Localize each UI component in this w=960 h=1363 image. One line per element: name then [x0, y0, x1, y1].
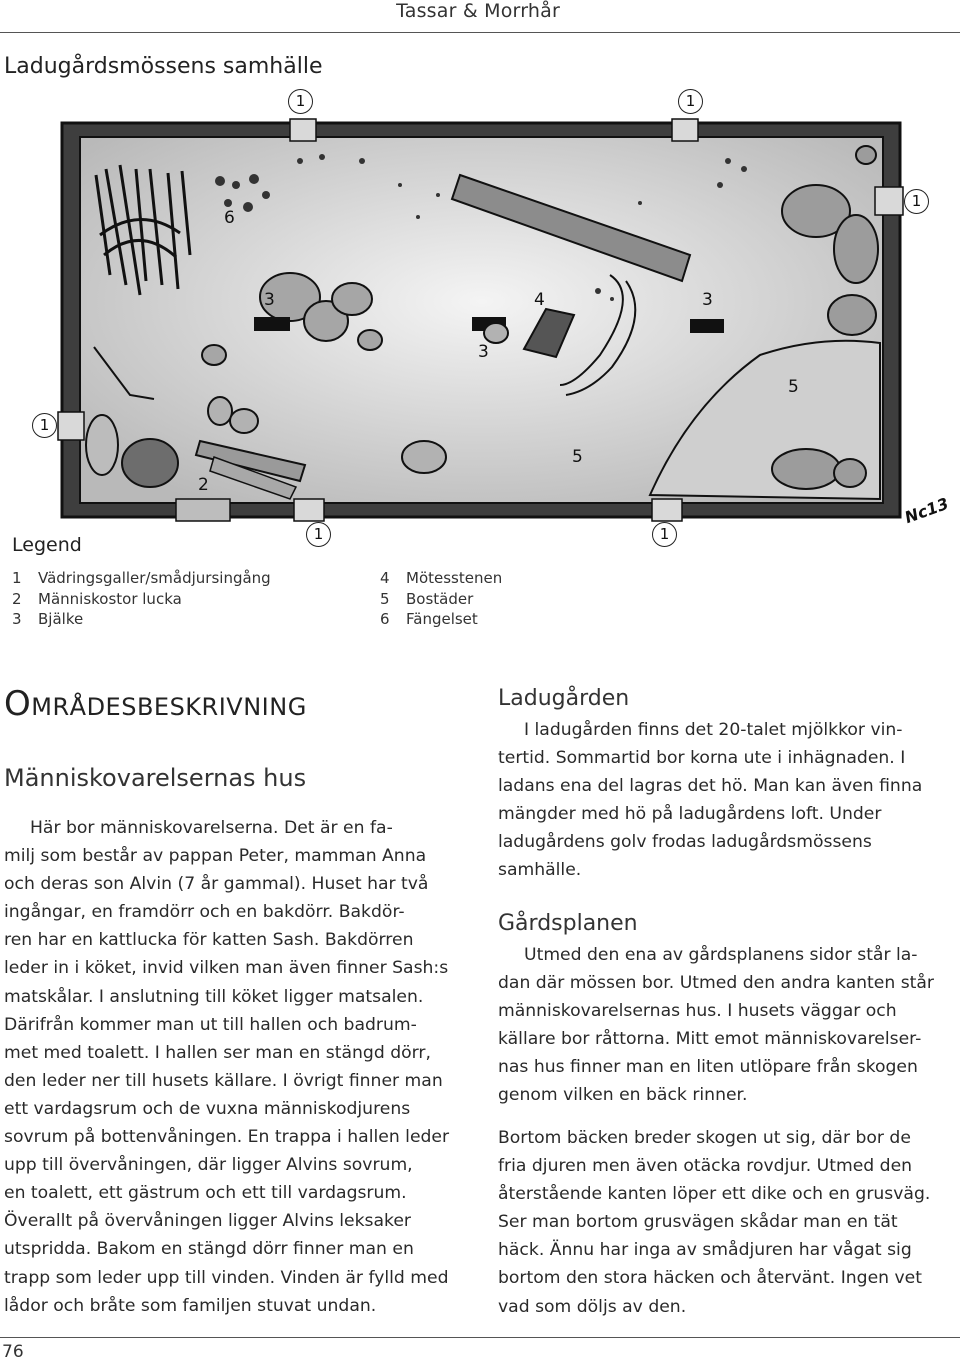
farmyard-text-2: Bortom bäcken breder skogen ut sig, där bor de fria djuren men även otäcka rovdjur. Utmed den återstående kanten löper ett dike och en grusväg. Ser man bortom grusvägen skådar man en tät häck. Ännu har inga av smådjuren har vågat sig bortom den stora häcken och återvänt. Ingen vet vad som döljs av den. [498, 1128, 931, 1317]
barn-map [0, 85, 960, 555]
subheading-barn: Ladugården [498, 686, 630, 711]
subheading-human-house: Människovarelsernas hus [4, 764, 307, 792]
marker-4: 4 [534, 290, 545, 310]
marker-3-a: 3 [264, 290, 275, 310]
marker-1-top-a: 1 [288, 89, 313, 114]
legend-item: 5 Bostäder [380, 590, 474, 608]
vent-opening [290, 119, 316, 141]
page-number: 76 [2, 1342, 24, 1362]
legend-item: 3 Bjälke [12, 610, 84, 628]
marker-1-bottom-a: 1 [306, 522, 331, 547]
vent-opening [58, 412, 84, 440]
barn-floor-illustration [0, 85, 960, 555]
marker-5-a: 5 [788, 377, 799, 397]
legend-item: 6 Fängelset [380, 610, 478, 628]
vent-opening [652, 499, 682, 521]
farmyard-text: Utmed den ena av gårdsplanens sidor står la- dan där mössen bor. Utmed den andra kanten står människovarelsernas hus. I husets väggar och källare bor råttorna. Mitt emot människovarelser- nas hus finner man en liten utlöpare från skogen genom vilken en bäck rinner. [498, 945, 934, 1106]
legend-item: 1 Vädringsgaller/smådjursingång [12, 569, 271, 587]
marker-1-bottom-b: 1 [652, 522, 677, 547]
legend-item: 4 Mötesstenen [380, 569, 503, 587]
header-rule [0, 32, 960, 33]
vent-opening [294, 499, 324, 521]
beam-marker [690, 319, 724, 333]
hatch [176, 499, 230, 521]
map-heading: Ladugårdsmössens samhälle [4, 54, 323, 79]
subheading-farmyard: Gårdsplanen [498, 911, 638, 936]
round-stone [122, 439, 178, 487]
vent-opening [672, 119, 698, 141]
marker-1-top-b: 1 [678, 89, 703, 114]
marker-3-b: 3 [702, 290, 713, 310]
vent-opening [875, 187, 903, 215]
marker-3-c: 3 [478, 342, 489, 362]
section-title: Områdesbeskrivning [4, 684, 307, 724]
footer-rule [0, 1337, 960, 1338]
running-header: Tassar & Morrhår [396, 0, 560, 22]
beam-marker [254, 317, 290, 331]
marker-2: 2 [198, 475, 209, 495]
barn-text: I ladugården finns det 20-talet mjölkkor vin- tertid. Sommartid bor korna ute i inhägnaden. I ladans ena del lagras det hö. Man kan även finna mängder med hö på ladugårdens loft. Under ladugårdens golv frodas ladugårdsmössens samhälle. [498, 720, 923, 881]
marker-6: 6 [224, 208, 235, 228]
artist-signature: Nc13 [902, 493, 952, 528]
marker-5-b: 5 [572, 447, 583, 467]
human-house-text: Här bor människovarelserna. Det är en fa- milj som består av pappan Peter, mamman Anna och deras son Alvin (7 år gammal). Huset har två ingångar, en framdörr och en bakdörr. Bakdör- ren har en kattlucka för katten Sash. Bakdörren leder in i köket, invid vilken man även finner Sash:s matskålar. I anslutning till köket ligger matsalen. Därifrån kommer man ut till hallen och badrum- met med toalett. I hallen ser man en stängd dörr, den leder ner till husets källare. I övrigt finner man ett vardagsrum och de vuxna människodjurens sovrum på bottenvåningen. En trappa i hallen leder upp till övervåningen, där ligger Alvins sovrum, en toalett, ett gästrum och ett till vardagsrum. Överallt på övervåningen ligger Alvins leksaker utspridda. Bakom en stängd dörr finner man en trapp som leder upp till vinden. Vinden är fylld med lådor och bråte som familjen stuvat undan. [4, 818, 450, 1316]
legend-item: 2 Människostor lucka [12, 590, 182, 608]
legend-heading: Legend [12, 534, 82, 556]
marker-1-right: 1 [904, 189, 929, 214]
marker-1-left: 1 [32, 413, 57, 438]
